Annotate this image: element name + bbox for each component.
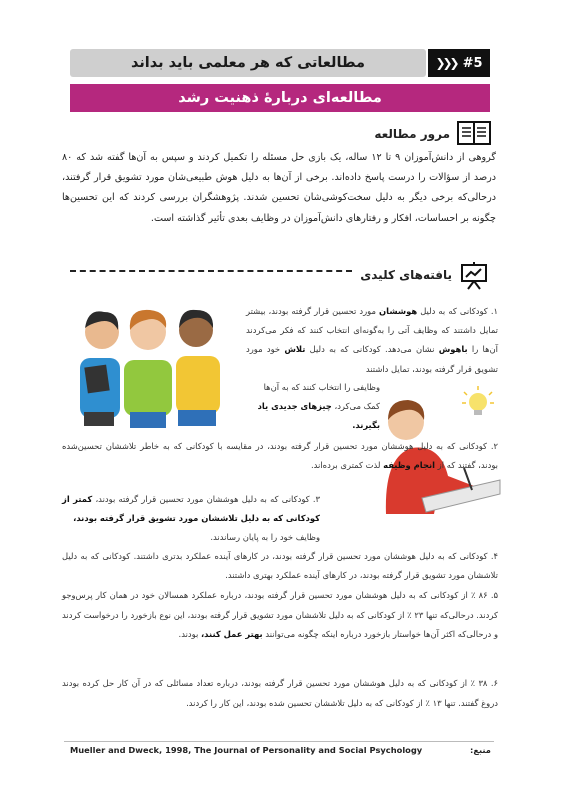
finding-2-text-c: لذت کمتری برده‌اند. [310, 460, 381, 470]
series-title: مطالعاتی که هر معلمی باید بداند [130, 55, 366, 71]
finding-1-bold-effort: تلاش [284, 344, 306, 355]
study-title: مطالعه‌ای درباره‌ٔ ذهنیت رشد [178, 90, 382, 106]
finding-1 [246, 302, 498, 379]
finding-3-bold: کمتر از کودکانی که به دلیل تلاششان مورد تشویق قرار گرفته بودند، [62, 494, 320, 523]
finding-1-text-d: نشان می‌دهد. کودکانی که به دلیل [309, 344, 435, 355]
review-heading: مرور مطالعه [374, 127, 450, 141]
finding-4: ۴. کودکانی که به دلیل هوششان مورد تحسین قرار گرفته بودند، در کارهای آینده عملکرد بدتری داشتند. کودکانی که به دلیل تلاششان مورد تشویق قرار گرفته بودند، در کارهای آینده عملکرد بهتری داشتند. [62, 551, 498, 580]
finding-5 [62, 586, 498, 645]
source-divider [64, 741, 494, 742]
finding-1-bold-smart: باهوش [438, 344, 468, 355]
dashed-divider [70, 270, 352, 272]
chevrons-icon: ❯❯❯ [435, 56, 457, 70]
study-number-box [428, 49, 490, 77]
finding-1-text-e: خود مورد تشویق قرار گرفته بودند، تمایل داشتند [246, 344, 498, 374]
finding-1-continued [246, 378, 380, 435]
finding-6: ۶. ۳۸ ٪ از کودکانی که به دلیل هوششان مورد تحسین قرار گرفته بودند، درباره تعداد مسائلی که در آن کار حل کرده بودند دروغ گفتند. تنها ۱۳ ٪ از کودکانی که به دلیل تلاششان تحسین شده بودند، این کار را کردند. [62, 678, 499, 708]
series-title-bar [70, 49, 426, 77]
source-reference: Mueller and Dweck, 1998, The Journal of Personality and Social Psychology [70, 745, 423, 755]
finding-2 [62, 437, 498, 475]
source-label: منبع: [470, 745, 491, 755]
finding-3-text-a: ۳. کودکانی که به دلیل هوششان مورد تحسین قرار گرفته بودند، [95, 494, 320, 504]
presentation-board-icon [460, 262, 488, 294]
finding-2-text-a: ۲. کودکانی که به دلیل هوششان مورد تحسین قرار گرفته بودند، در مقایسه با کودکانی که به خاطر تلاششان تحسین‌شده بودند، گفتند که از [62, 441, 498, 470]
finding-5-bold: بهتر عمل کنند، [201, 629, 263, 639]
finding-1-text-c: مورد تحسین قرار گرفته بودند، بیشتر تمایل داشتند که وظایف آتی را به‌گونه‌ای انتخاب کنند که فکر می‌کردند آن‌ها را [246, 306, 498, 355]
finding-2-bold-task: انجام وظیفه [383, 460, 435, 470]
finding-5-text-a: ۵. ۸۶ ٪ از کودکانی که به دلیل هوششان مورد تحسین قرار گرفته بودند، درباره عملکرد همسالان خود در همان کار پرس‌وجو کردند. درحالی‌که تنها ۲۳ ٪ از کودکانی که به دلیل تلاششان مورد تشویق قرار گرفته بودند، این نوع بازخورد را درخواست کردند و درحالی‌که اکثر آن‌ها خواستار بازخورد درباره اینکه چگونه می‌توانند [62, 590, 498, 639]
finding-3 [62, 490, 320, 528]
review-summary: گروهی از دانش‌آموزان ۹ تا ۱۲ ساله، یک بازی حل مسئله را تکمیل کردند و سپس به آن‌ها گفته شد که ۸۰ درصد از سؤالات را درست پاسخ داده‌اند. برخی از آن‌ها به دلیل هوش طبیعی‌شان مورد تشویق قرار گرفتند، درحالی‌که برخی دیگر به دلیل سخت‌کوشی‌شان تحسین شدند. پژوهشگران بررسی کردند که این تحسین‌ها چگونه بر احساسات، افکار و رفتارهای دانش‌آموزان در وظایف بعدی تأثیر گذاشته است. [62, 152, 496, 224]
header-banner [70, 49, 490, 77]
finding-1-text-f: وظایفی را انتخاب کنند که به آن‌ها کمک می‌کرد، [263, 382, 380, 411]
finding-3-continued: وظایف خود را به پایان رساندند. [210, 532, 320, 542]
findings-heading: یافته‌های کلیدی [360, 268, 452, 282]
study-number: #5 [462, 55, 483, 71]
finding-1-bold-intelligence: هوششان [379, 306, 418, 316]
students-group-illustration [68, 300, 228, 434]
book-icon [457, 121, 491, 149]
finding-1-bold-learn: چیزهای جدیدی یاد بگیرند. [257, 401, 380, 430]
study-title-bar [70, 84, 490, 112]
finding-1-text-a: ۱. کودکانی که به دلیل [420, 306, 498, 316]
finding-5-text-c: بودند. [178, 629, 199, 639]
